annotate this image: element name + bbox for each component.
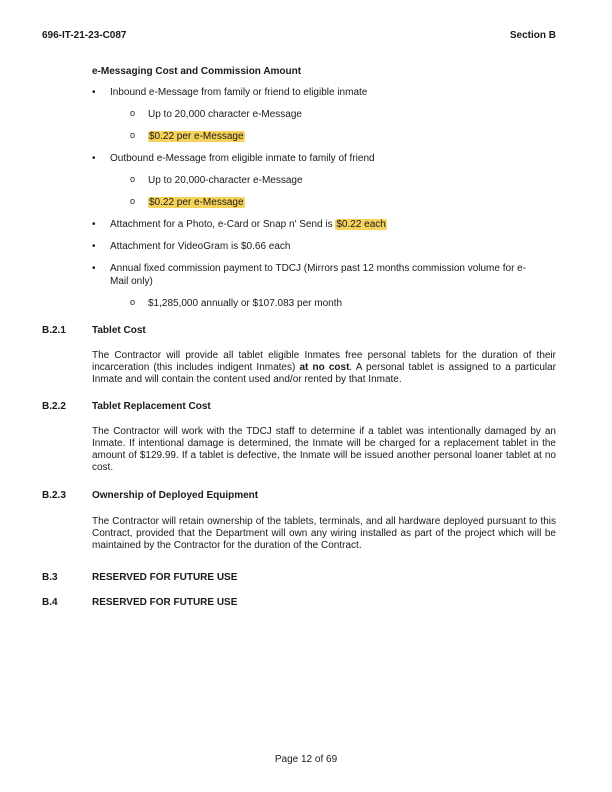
section-heading-b23 [42,490,258,501]
section-number: B.3 [42,572,58,583]
highlighted-price: $0.22 per e-Message [149,197,244,208]
section-label: Section B [509,30,556,41]
section-heading-b21 [42,325,146,336]
list-item-outbound: • Outbound e-Message from eligible inmate to family of friend [92,152,562,165]
list-item-inbound: • Inbound e-Message from family or friend to eligible inmate [92,86,562,99]
attachment-text: Attachment for a Photo, e-Card or Snap n' Send is [110,219,336,230]
paragraph-text: The Contractor will provide all tablet eligible Inmates free personal tablets for the duration of their incarceration (this includes indigent Inmates) [92,350,556,373]
sublist-item-price [92,196,562,209]
sublist-item: o Up to 20,000 character e-Message [92,108,562,121]
list-item-videogram: • Attachment for VideoGram is $0.66 each [92,240,562,253]
section-number: B.2.1 [42,325,66,336]
paragraph-b21 [92,350,556,386]
section-title: RESERVED FOR FUTURE USE [92,572,238,583]
emessaging-list [92,86,562,310]
section-title: Tablet Cost [92,325,146,336]
paragraph-b22: The Contractor will work with the TDCJ staff to determine if a tablet was intentionally damaged by an Inmate. If intentional damage is determined, the Inmate will be charged for a replacement tablet in the amount of $129.99. If a tablet is defective, the Inmate will be issued another personal loaner tablet at no cost. [92,426,556,473]
emessaging-title: e-Messaging Cost and Commission Amount [92,66,302,77]
section-heading-b22 [42,401,211,412]
section-number: B.2.3 [42,490,66,501]
section-title: Ownership of Deployed Equipment [92,490,259,501]
list-item-attachment [92,218,562,231]
sublist-item-price [92,130,562,143]
paragraph-b23: The Contractor will retain ownership of the tablets, terminals, and all hardware deployed pursuant to this Contract, provided that the Department will own any wiring installed as part of the project which will be maintained by the Contractor for the duration of the Contract. [92,516,556,551]
section-number: B.2.2 [42,401,66,412]
sublist-item: o Up to 20,000-character e-Message [92,174,562,187]
bold-text: at no cost [299,362,350,373]
sublist-item-commission: o $1,285,000 annually or $107.083 per month [92,297,562,310]
list-item-commission: • Annual fixed commission payment to TDCJ (Mirrors past 12 months commission volume for e-Mail only) [92,262,530,288]
highlighted-price: $0.22 each [336,219,386,230]
highlighted-price: $0.22 per e-Message [149,131,244,142]
section-heading-b3 [42,572,237,583]
section-heading-b4 [42,597,237,608]
paragraph-text: . A personal tablet is assigned to a particular Inmate and will contain the content used and/or rented by that Inmate. [92,362,556,385]
section-title: RESERVED FOR FUTURE USE [92,597,238,608]
section-title: Tablet Replacement Cost [92,401,211,412]
section-number: B.4 [42,597,58,608]
document-number: 696-IT-21-23-C087 [42,30,127,41]
page-number: Page 12 of 69 [274,754,338,765]
